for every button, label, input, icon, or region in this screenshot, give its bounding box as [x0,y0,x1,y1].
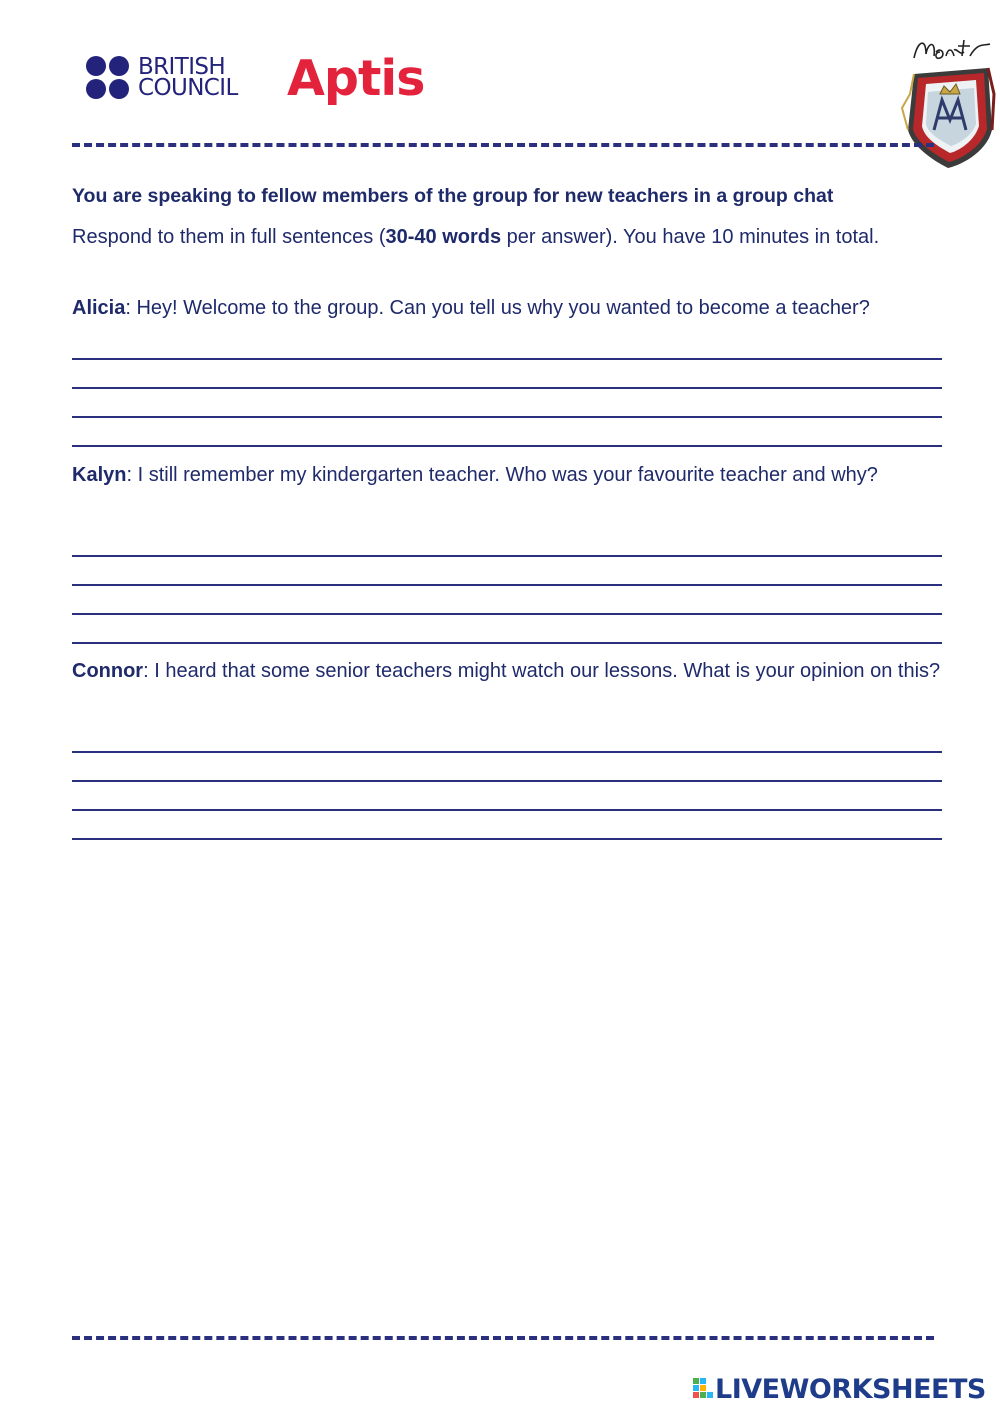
answer-line[interactable] [72,809,942,811]
speaker-name: Kalyn [72,464,127,486]
answer-line[interactable] [72,584,942,586]
answer-line[interactable] [72,751,942,753]
header-divider [72,143,934,147]
speaker-name: Connor [72,660,144,682]
answer-line[interactable] [72,416,942,418]
liveworksheets-wordmark: LIVEWORKSHEETS [715,1374,986,1405]
answer-line[interactable] [72,358,942,360]
british-council-wordmark: BRITISH COUNCIL [138,54,238,101]
question-kalyn: Kalyn: I still remember my kindergarten teacher. Who was your favourite teacher and why? [72,464,878,486]
answer-line[interactable] [72,555,942,557]
task-instruction: Respond to them in full sentences (30-40 words per answer). You have 10 minutes in total. [72,226,880,248]
footer-divider [72,1336,934,1340]
answer-line[interactable] [72,780,942,782]
speaker-name: Alicia [72,297,126,319]
question-alicia: Alicia: Hey! Welcome to the group. Can you tell us why you wanted to become a teacher? [72,297,870,319]
montfort-crest-logo [896,34,996,170]
aptis-logo: Aptis [287,50,425,107]
liveworksheets-blocks-icon [693,1378,715,1402]
answer-line[interactable] [72,838,942,840]
word-count: 30-40 words [385,226,502,248]
british-council-logo [86,56,246,102]
answer-line[interactable] [72,445,942,447]
question-connor: Connor: I heard that some senior teachers might watch our lessons. What is your opinion on this? [72,660,941,682]
answer-line[interactable] [72,613,942,615]
british-council-dots-icon [86,56,132,102]
task-heading: You are speaking to fellow members of the group for new teachers in a group chat [72,185,834,207]
answer-line[interactable] [72,642,942,644]
svg-text:Montfort: Montfort [946,54,950,55]
answer-line[interactable] [72,387,942,389]
